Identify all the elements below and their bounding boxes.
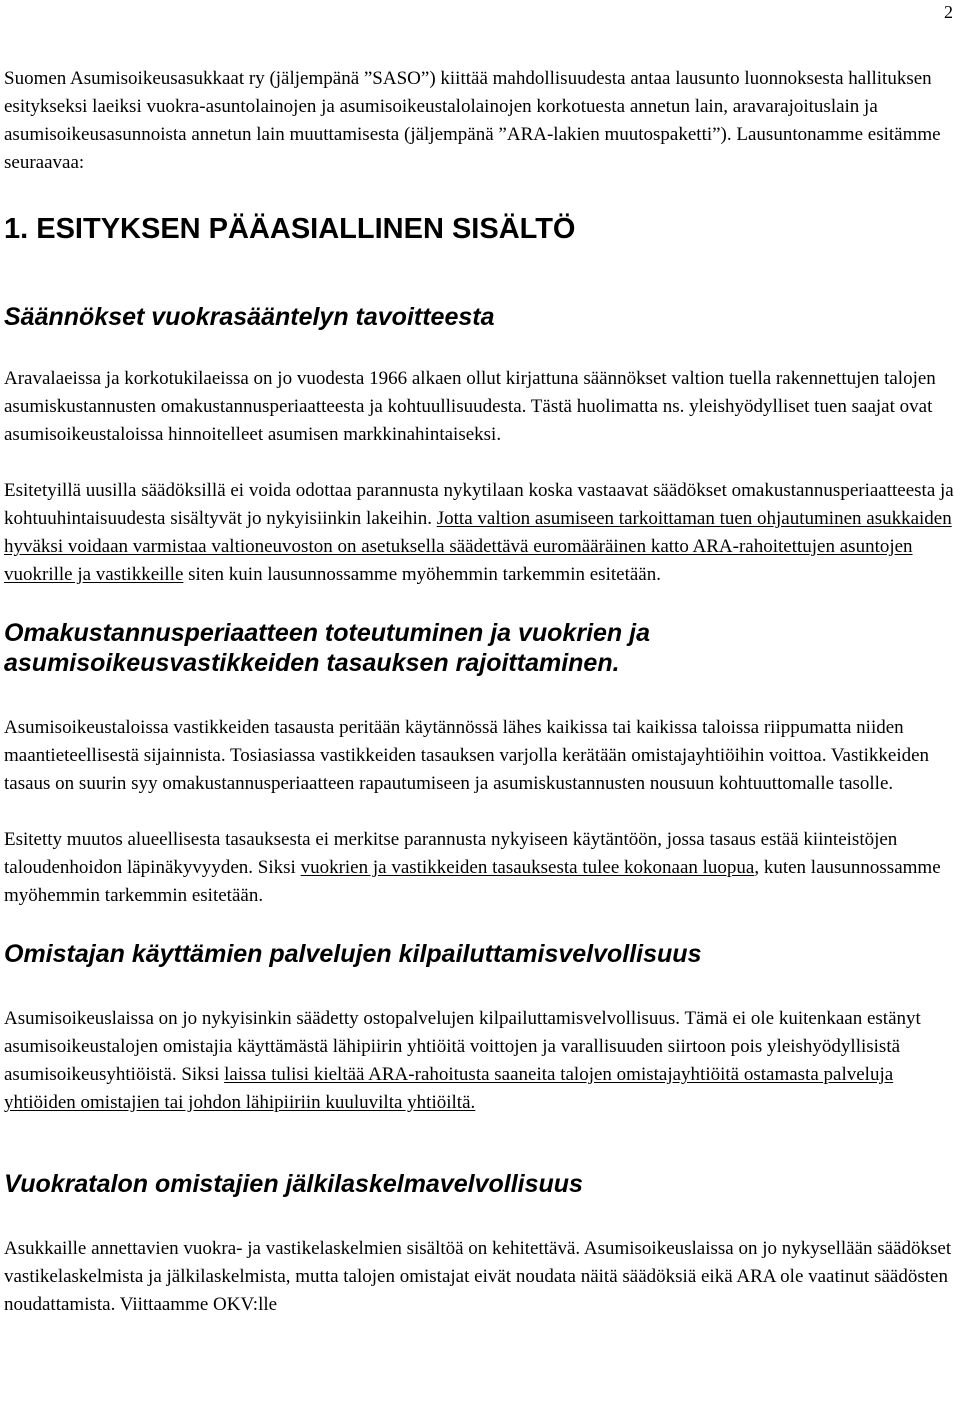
- page-number: 2: [944, 2, 953, 22]
- subsection-heading-jalkilaskelmavelvollisuus: Vuokratalon omistajien jälkilaskelmavelvollisuus: [4, 1170, 583, 1198]
- paragraph-esitetty-muutos: [4, 826, 958, 910]
- paragraph-esitetyilla-underlined: Jotta valtion asumiseen tarkoittaman tuen ohjautuminen asukkaiden hyväksi voidaan varmistaa valtioneuvoston on asetuksella säädettävä euromääräinen katto ARA-rahoitettujen asuntojen vuokrille ja vastikkeille: [4, 508, 952, 585]
- paragraph-esitetyilla-text: Esitetyillä uusilla säädöksillä ei voida odottaa parannusta nykytilaan koska vastaavat säädökset omakustannusperiaatteesta ja kohtuuhintaisuudesta sisältyvät jo nykyisiinkin lakeihin.: [4, 480, 954, 529]
- subsection-heading-kilpailuttamisvelvollisuus: Omistajan käyttämien palvelujen kilpailuttamisvelvollisuus: [4, 940, 702, 968]
- paragraph-aravalaeissa: Aravalaeissa ja korkotukilaeissa on jo vuodesta 1966 alkaen ollut kirjattuna säännökset valtion tuella rakennettujen talojen asumiskustannusten omakustannusperiaatteesta ja kohtuullisuudesta. Tästä huolimatta ns. yleishyödylliset tuen saajat ovat asumisoikeustaloissa hinnoitelleet asumisen markkinahintaiseksi.: [4, 368, 936, 445]
- subsection-heading-vuokrasaantely: Säännökset vuokrasääntelyn tavoitteesta: [4, 303, 495, 331]
- paragraph-esitetyilla-tail: siten kuin lausunnossamme myöhemmin tarkemmin esitetään.: [183, 564, 661, 585]
- intro-paragraph: Suomen Asumisoikeusasukkaat ry (jäljempänä ”SASO”) kiittää mahdollisuudesta antaa lausunto luonnoksesta hallituksen esitykseksi laeiksi vuokra-asuntolainojen ja asumisoikeustalolainojen korkotuesta annetun lain, aravarajoituslain ja asumisoikeusasunnoista annetun lain muuttamisesta (jäljempänä ”ARA-lakien muutospaketti”). Lausuntonamme esitämme seuraavaa:: [4, 68, 941, 173]
- paragraph-esitetty-muutos-underlined: vuokrien ja vastikkeiden tasauksesta tulee kokonaan luopua: [300, 857, 755, 878]
- document-body: [4, 65, 958, 1319]
- subsection-heading-omakustannusperiaate: Omakustannusperiaatteen toteutuminen ja vuokrien ja asumisoikeusvastikkeiden tasauksen rajoittaminen.: [4, 619, 650, 677]
- paragraph-asumisoikeustaloissa: Asumisoikeustaloissa vastikkeiden tasausta peritään käytännössä lähes kaikissa tai kaikissa taloissa riippumatta niiden maantieteellisestä sijainnista. Tosiasiassa vastikkeiden tasauksen varjolla kerätään omistajayhtiöihin voittoa. Vastikkeiden tasaus on suurin syy omakustannusperiaatteen rapautumiseen ja asumiskustannusten nousuun kohtuuttomalle tasolle.: [4, 717, 930, 794]
- paragraph-asumisoikeuslaissa-underlined: laissa tulisi kieltää ARA-rahoitusta saaneita talojen omistajayhtiöitä ostamasta palveluja yhtiöiden omistajien tai johdon lähipiiriin kuuluvilta yhtiöiltä.: [4, 1064, 894, 1113]
- section-heading-1: 1. ESITYKSEN PÄÄASIALLINEN SISÄLTÖ: [4, 213, 576, 245]
- paragraph-esitetty-muutos-text: Esitetty muutos alueellisesta tasauksesta ei merkitse parannusta nykyiseen käytäntöön, jossa tasaus estää kiinteistöjen taloudenhoidon läpinäkyvyyden. Siksi: [4, 829, 898, 878]
- paragraph-asumisoikeuslaissa-text: Asumisoikeuslaissa on jo nykyisinkin säädetty ostopalvelujen kilpailuttamisvelvollisuus. Tämä ei ole kuitenkaan estänyt asumisoikeustalojen omistajia käyttämästä lähipiirin yhtiöitä voittojen ja varallisuuden siirtoon pois yleishyödyllisistä asumisoikeusyhtiöistä. Siksi: [4, 1008, 921, 1085]
- paragraph-esitetyilla: [4, 477, 958, 589]
- paragraph-esitetty-muutos-tail: , kuten lausunnossamme myöhemmin tarkemmin esitetään.: [4, 857, 941, 906]
- paragraph-asukkaille: Asukkaille annettavien vuokra- ja vastikelaskelmien sisältöä on kehitettävä. Asumisoikeuslaissa on jo nykysellään säädökset vastikelaskelmista ja jälkilaskelmista, mutta talojen omistajat eivät noudata näitä säädöksiä eikä ARA ole vaatinut säädösten noudattamista. Viittaamme OKV:lle: [4, 1238, 952, 1315]
- paragraph-asumisoikeuslaissa: [4, 1005, 958, 1117]
